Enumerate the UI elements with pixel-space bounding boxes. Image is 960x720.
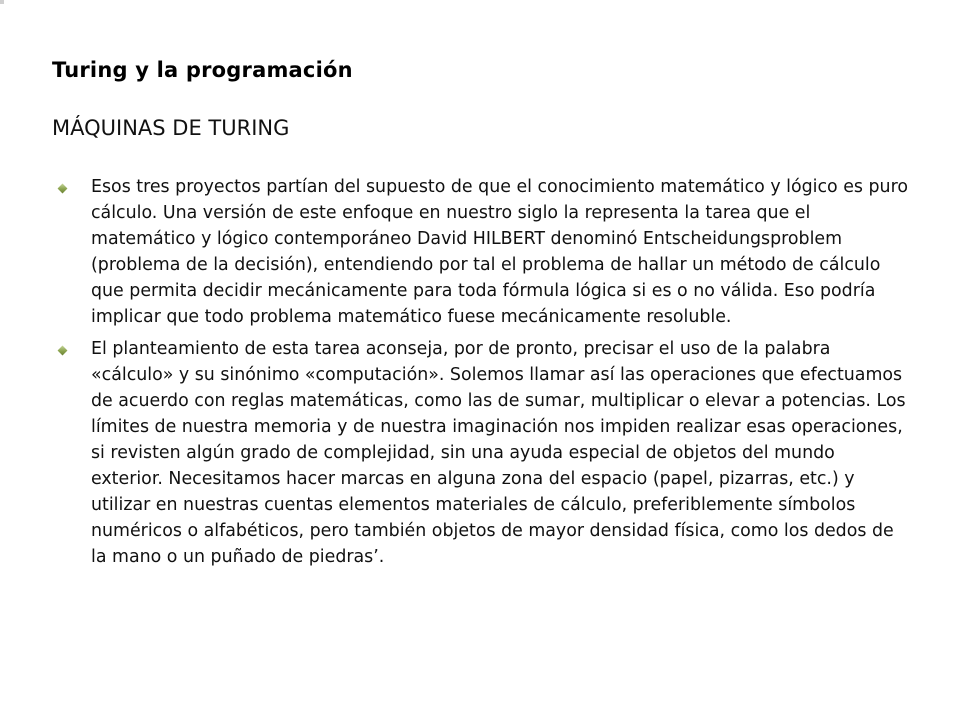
slide-title: Turing y la programación <box>52 58 353 82</box>
diamond-bullet-icon <box>58 184 68 194</box>
bullet-item-2 <box>52 336 912 570</box>
bullet-list <box>52 174 912 576</box>
bullet-item-1 <box>52 174 912 330</box>
diamond-bullet-icon <box>58 346 68 356</box>
corner-mark <box>0 0 4 4</box>
bullet-text-1: Esos tres proyectos partían del supuesto de que el conocimiento matemático y lógico es puro cálculo. Una versión de este enfoque en nuestro siglo la representa la tarea que el matemático y lógico contemporáneo David HILBERT denominó Entscheidungsproblem (problema de la decisión), entendiendo por tal el problema de hallar un método de cálculo que permita decidir mecánicamente para toda fórmula lógica si es o no válida. Eso podría implicar que todo problema matemático fuese mecánicamente resoluble. <box>91 177 908 327</box>
slide-subtitle: MÁQUINAS DE TURING <box>52 116 290 140</box>
bullet-text-2: El planteamiento de esta tarea aconseja, por de pronto, precisar el uso de la palabra «cálculo» y su sinónimo «computación». Solemos llamar así las operaciones que efectuamos de acuerdo con reglas matemáticas, como las de sumar, multiplicar o elevar a potencias. Los límites de nuestra memoria y de nuestra imaginación nos impiden realizar esas operaciones, si revisten algún grado de complejidad, sin una ayuda especial de objetos del mundo exterior. Necesitamos hacer marcas en alguna zona del espacio (papel, pizarras, etc.) y utilizar en nuestras cuentas elementos materiales de cálculo, preferiblemente símbolos numéricos o alfabéticos, pero también objetos de mayor densidad física, como los dedos de la mano o un puñado de piedras’. <box>91 339 906 567</box>
